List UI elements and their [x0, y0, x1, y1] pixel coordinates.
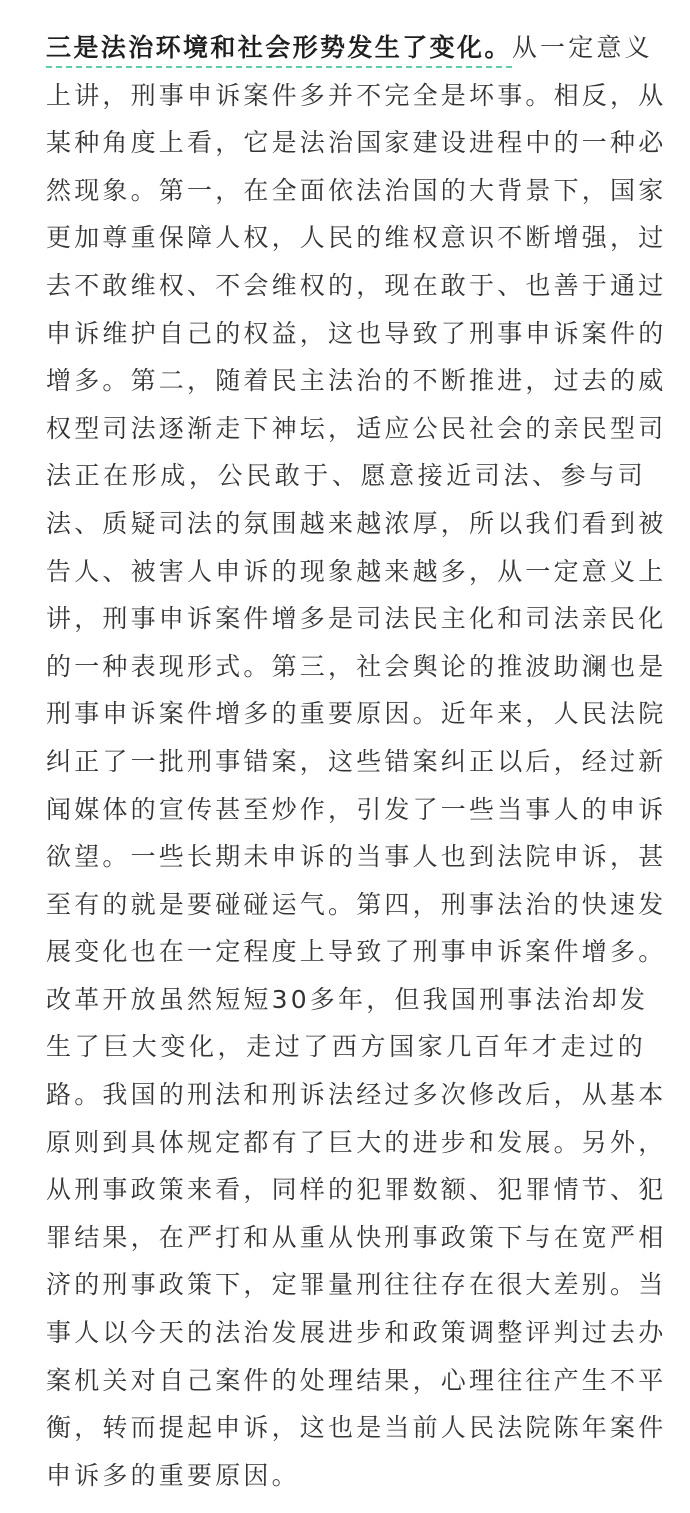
- paragraph-line: 原则到具体规定都有了巨大的进步和发展。另外，: [46, 1127, 667, 1157]
- paragraph-line: 衡，转而提起申诉，这也是当前人民法院陈年案件: [46, 1413, 667, 1443]
- paragraph-line: 更加尊重保障人权，人民的维权意识不断增强，过: [46, 223, 667, 253]
- paragraph-line: 济的刑事政策下，定罪量刑往往存在很大差别。当: [46, 1270, 667, 1300]
- paragraph-line: 告人、被害人申诉的现象越来越多，从一定意义上: [46, 556, 667, 586]
- paragraph-line-1: [46, 24, 653, 72]
- paragraph-line: 至有的就是要碰碰运气。第四，刑事法治的快速发: [46, 889, 667, 919]
- paragraph-line: 某种角度上看，它是法治国家建设进程中的一种必: [46, 128, 667, 158]
- paragraph-line: 上讲，刑事申诉案件多并不完全是坏事。相反，从: [46, 80, 667, 110]
- paragraph-line: 权型司法逐渐走下神坛，适应公民社会的亲民型司: [46, 413, 667, 443]
- paragraph-line: 案机关对自己案件的处理结果，心理往往产生不平: [46, 1365, 667, 1395]
- paragraph-line: 的一种表现形式。第三，社会舆论的推波助澜也是: [46, 651, 667, 681]
- paragraph-line: 改革开放虽然短短30多年，但我国刑事法治却发: [46, 984, 649, 1014]
- paragraph-line: 展变化也在一定程度上导致了刑事申诉案件增多。: [46, 937, 667, 967]
- article-body: [46, 24, 667, 1499]
- paragraph-line: 去不敢维权、不会维权的，现在敢于、也善于通过: [46, 270, 667, 300]
- paragraph-line: 法正在形成，公民敢于、愿意接近司法、参与司: [46, 461, 646, 491]
- paragraph-line-final: 申诉多的重要原因。: [46, 1460, 300, 1490]
- paragraph-line: 增多。第二，随着民主法治的不断推进，过去的威: [46, 366, 667, 396]
- paragraph-line: 路。我国的刑法和刑诉法经过多次修改后，从基本: [46, 1080, 667, 1110]
- paragraph-line: 刑事申诉案件增多的重要原因。近年来，人民法院: [46, 699, 667, 729]
- paragraph-line: 法、质疑司法的氛围越来越浓厚，所以我们看到被: [46, 508, 667, 538]
- heading-continuation: 从一定意义: [511, 33, 653, 62]
- paragraph-line: 闻媒体的宣传甚至炒作，引发了一些当事人的申诉: [46, 794, 667, 824]
- paragraph-line: 纠正了一批刑事错案，这些错案纠正以后，经过新: [46, 746, 667, 776]
- paragraph-line: 讲，刑事申诉案件增多是司法民主化和司法亲民化: [46, 604, 667, 634]
- paragraph-line: 欲望。一些长期未申诉的当事人也到法院申诉，甚: [46, 842, 667, 872]
- paragraph-line: 生了巨大变化，走过了西方国家几百年才走过的: [46, 1032, 646, 1062]
- paragraph-line: 事人以今天的法治发展进步和政策调整评判过去办: [46, 1318, 667, 1348]
- paragraph-line: 罪结果，在严打和从重从快刑事政策下与在宽严相: [46, 1222, 667, 1252]
- section-heading: 三是法治环境和社会形势发生了变化。: [46, 33, 512, 68]
- paragraph-line: 申诉维护自己的权益，这也导致了刑事申诉案件的: [46, 318, 667, 348]
- paragraph-line: 然现象。第一，在全面依法治国的大背景下，国家: [46, 175, 667, 205]
- paragraph-line: 从刑事政策来看，同样的犯罪数额、犯罪情节、犯: [46, 1175, 667, 1205]
